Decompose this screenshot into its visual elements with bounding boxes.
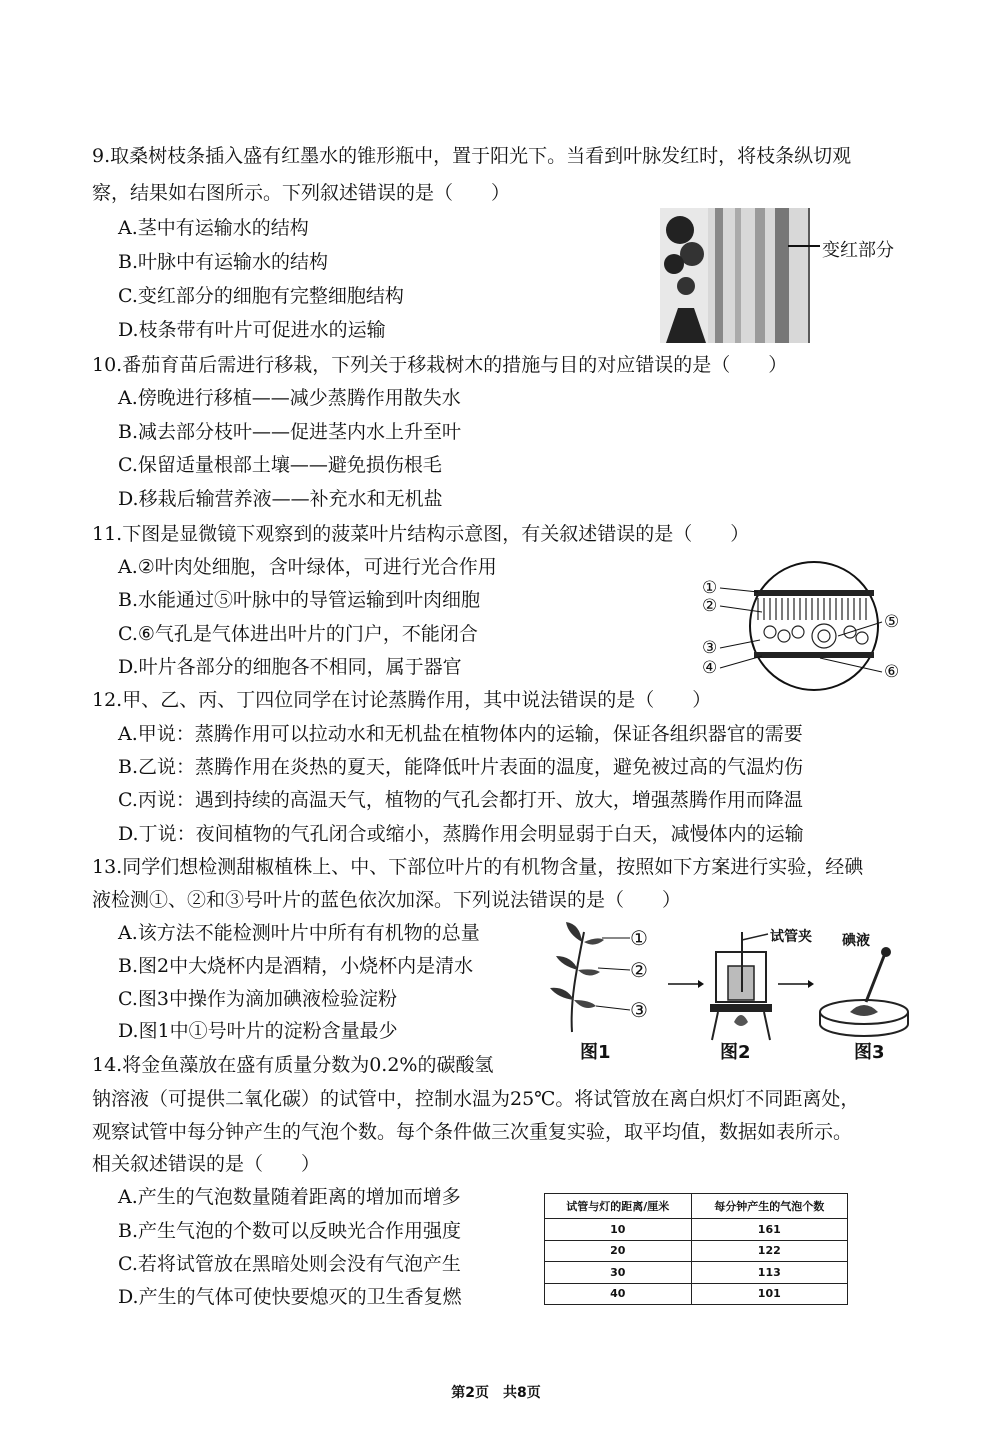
q13-stem-line1: 13.同学们想检测甜椒植株上、中、下部位叶片的有机物含量，按照如下方案进行实验，经碘 [92, 856, 864, 878]
q12-option-d: D.丁说：夜间植物的气孔闭合或缩小，蒸腾作用会明显弱于白天，减慢体内的运输 [118, 823, 804, 845]
table-row [545, 1240, 848, 1262]
table-header-distance: 试管与灯的距离/厘米 [545, 1194, 692, 1219]
table-row [545, 1283, 848, 1305]
q9-option-a: A.茎中有运输水的结构 [118, 217, 309, 239]
table-cell: 30 [545, 1262, 692, 1284]
q13-caption-fig1: 图1 [580, 1042, 611, 1063]
q9-figure-label: 变红部分 [822, 240, 894, 261]
table-row [545, 1262, 848, 1284]
q12-stem: 12.甲、乙、丙、丁四位同学在讨论蒸腾作用，其中说法错误的是（ ） [92, 689, 712, 711]
table-cell: 101 [691, 1283, 847, 1305]
q13-caption-fig2: 图2 [720, 1042, 751, 1063]
q11-stem: 11.下图是显微镜下观察到的菠菜叶片结构示意图，有关叙述错误的是（ ） [92, 523, 750, 545]
q11-label-6: ⑥ [884, 662, 900, 682]
q14-option-b: B.产生气泡的个数可以反映光合作用强度 [118, 1220, 462, 1242]
q11-label-1: ① [702, 578, 718, 598]
q10-stem: 10.番茄育苗后需进行移栽，下列关于移栽树木的措施与目的对应错误的是（ ） [92, 354, 788, 376]
q10-option-a: A.傍晚进行移植——减少蒸腾作用散失水 [118, 387, 461, 409]
q13-option-b: B.图2中大烧杯内是酒精，小烧杯内是清水 [118, 955, 474, 977]
q14-option-a: A.产生的气泡数量随着距离的增加而增多 [118, 1186, 461, 1208]
q9-option-c: C.变红部分的细胞有完整细胞结构 [118, 285, 404, 307]
q11-option-a: A.②叶肉处细胞，含叶绿体，可进行光合作用 [118, 556, 497, 578]
q13-fig1-number-2: ② [630, 958, 648, 982]
table-header-bubbles: 每分钟产生的气泡个数 [691, 1194, 847, 1219]
q9-option-d: D.枝条带有叶片可促进水的运输 [118, 319, 386, 341]
q13-tube-clamp-label: 试管夹 [770, 929, 812, 945]
table-cell: 10 [545, 1219, 692, 1241]
q11-label-4: ④ [702, 658, 718, 678]
table-cell: 161 [691, 1219, 847, 1241]
q14-stem-line4: 相关叙述错误的是（ ） [92, 1153, 321, 1175]
q13-fig1-number-1: ① [630, 926, 648, 950]
table-cell: 122 [691, 1240, 847, 1262]
table-cell: 113 [691, 1262, 847, 1284]
q14-stem-line3: 观察试管中每分钟产生的气泡个数。每个条件做三次重复实验，取平均值，数据如表所示。 [92, 1121, 853, 1143]
q11-leaf-diagram [700, 560, 910, 692]
q11-option-b: B.水能通过⑤叶脉中的导管运输到叶肉细胞 [118, 589, 481, 611]
q13-stem-line2: 液检测①、②和③号叶片的蓝色依次加深。下列说法错误的是（ ） [92, 889, 682, 911]
page-footer: 第2页 共8页 [451, 1385, 541, 1401]
q12-option-b: B.乙说：蒸腾作用在炎热的夏天，能降低叶片表面的温度，避免被过高的气温灼伤 [118, 756, 804, 778]
table-cell: 20 [545, 1240, 692, 1262]
q11-option-c: C.⑥气孔是气体进出叶片的门户，不能闭合 [118, 623, 478, 645]
q13-option-a: A.该方法不能检测叶片中所有有机物的总量 [118, 922, 480, 944]
q14-stem-line2: 钠溶液（可提供二氧化碳）的试管中，控制水温为25℃。将试管放在离白炽灯不同距离处， [92, 1088, 860, 1110]
q9-stem-photo [660, 208, 900, 343]
q11-label-2: ② [702, 596, 718, 616]
q10-option-c: C.保留适量根部土壤——避免损伤根毛 [118, 454, 442, 476]
table-cell: 40 [545, 1283, 692, 1305]
table-header-row [545, 1194, 848, 1219]
q11-label-3: ③ [702, 638, 718, 658]
q11-option-d: D.叶片各部分的细胞各不相同，属于器官 [118, 656, 462, 678]
q11-label-5: ⑤ [884, 612, 900, 632]
q12-option-a: A.甲说：蒸腾作用可以拉动水和无机盐在植物体内的运输，保证各组织器官的需要 [118, 723, 803, 745]
q10-option-d: D.移栽后输营养液——补充水和无机盐 [118, 488, 443, 510]
q13-iodine-label: 碘液 [842, 933, 870, 949]
q10-option-b: B.减去部分枝叶——促进茎内水上升至叶 [118, 421, 462, 443]
q13-fig1-number-3: ③ [630, 998, 648, 1022]
q13-experiment-figure [532, 912, 922, 1064]
q14-option-d: D.产生的气体可使快要熄灭的卫生香复燃 [118, 1286, 462, 1308]
q9-stem-line1: 9.取桑树枝条插入盛有红墨水的锥形瓶中，置于阳光下。当看到叶脉发红时，将枝条纵切观 [92, 145, 852, 167]
q9-option-b: B.叶脉中有运输水的结构 [118, 251, 329, 273]
q13-caption-fig3: 图3 [854, 1042, 885, 1063]
table-row [545, 1219, 848, 1241]
q9-stem-line2: 察，结果如右图所示。下列叙述错误的是（ ） [92, 182, 511, 204]
q14-data-table [544, 1193, 848, 1305]
q12-option-c: C.丙说：遇到持续的高温天气，植物的气孔会都打开、放大，增强蒸腾作用而降温 [118, 789, 803, 811]
q14-stem-line1: 14.将金鱼藻放在盛有质量分数为0.2%的碳酸氢 [92, 1054, 494, 1076]
q14-option-c: C.若将试管放在黑暗处则会没有气泡产生 [118, 1253, 461, 1275]
q13-option-d: D.图1中①号叶片的淀粉含量最少 [118, 1020, 398, 1042]
q13-option-c: C.图3中操作为滴加碘液检验淀粉 [118, 988, 397, 1010]
